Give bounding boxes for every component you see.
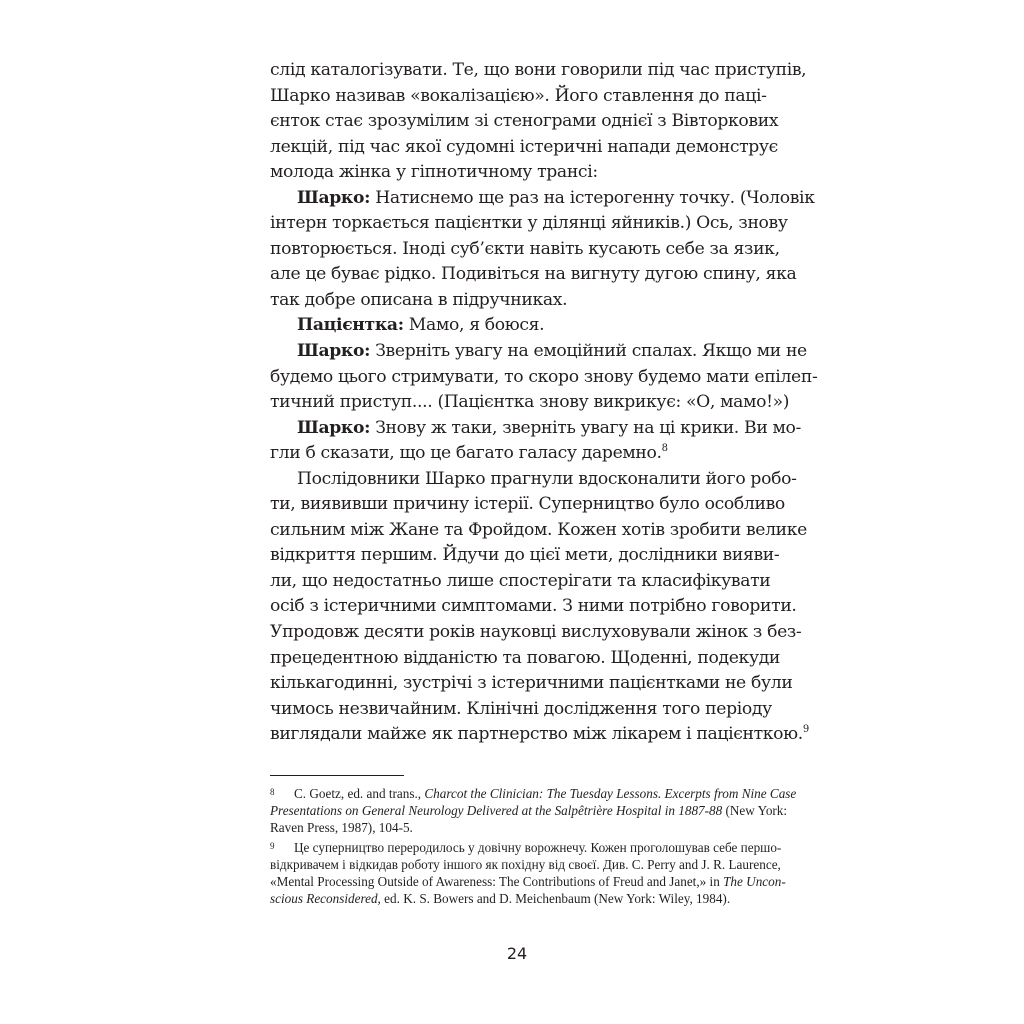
text-line xyxy=(270,594,797,620)
text-line xyxy=(270,313,764,339)
text-line xyxy=(270,237,780,263)
footnote-line xyxy=(270,784,797,802)
footnote-text: Charcot the Clinician: The Tuesday Lessons. Excerpts from Nine Case xyxy=(424,786,797,801)
speaker-label: Шарко: xyxy=(297,187,371,208)
speaker-label: Шарко: xyxy=(297,417,371,438)
text-line xyxy=(270,441,764,467)
text-line xyxy=(270,186,815,212)
line-text: чимось незвичайним. Клінічні дослідження того періоду xyxy=(270,698,772,719)
line-text: виглядали майже як партнерство між лікарем і пацієнткою. xyxy=(270,724,803,745)
line-text: ти, виявивши причину істерії. Суперництво було особливо xyxy=(270,494,785,515)
text-line xyxy=(270,84,767,110)
line-text: повторюється. Іноді суб’єкти навіть кусають себе за язик, xyxy=(270,238,780,259)
line-text: Послідовники Шарко прагнули вдосконалити його робо- xyxy=(297,468,797,489)
text-line xyxy=(270,160,764,186)
speaker-label: Шарко: xyxy=(297,341,371,362)
footnote xyxy=(270,838,786,908)
text-line xyxy=(270,416,802,442)
text-line xyxy=(270,646,781,672)
line-text: так добре описана в підручниках. xyxy=(270,289,568,310)
footnote-text: Raven Press, 1987), 104-5. xyxy=(270,820,413,836)
footnote xyxy=(270,784,797,837)
line-text: інтерн торкається пацієнтки у ділянці яйників.) Ось, знову xyxy=(270,213,788,234)
footnote-text: «Mental Processing Outside of Awareness: The Contributions of Freud and Janet,» in xyxy=(270,874,724,890)
line-text: Упродовж десяти років науковці вислуховували жінок з без- xyxy=(270,622,802,643)
text-line xyxy=(270,518,807,544)
line-text: відкриття першим. Йдучи до цієї мети, дослідники вияви- xyxy=(270,545,780,566)
footnote-text: відкривачем і відкидав роботу іншого як похідну від своєї. Див. C. Perry and J. R. Laurence, xyxy=(270,856,781,872)
text-line xyxy=(270,722,809,748)
body-text xyxy=(270,58,818,748)
footnote-text: The Uncon- xyxy=(723,874,786,890)
text-line xyxy=(270,262,797,288)
footnote-line xyxy=(270,819,764,836)
line-text: єнток стає зрозумілим зі стенограми однієї з Вівторкових xyxy=(270,111,779,132)
line-text: сильним між Жане та Фройдом. Кожен хотів зробити велике xyxy=(270,519,807,540)
line-text: Натиснемо ще раз на істерогенну точку. (Чоловік xyxy=(370,187,815,208)
footnote-divider xyxy=(270,775,404,776)
line-text: Мамо, я боюся. xyxy=(403,315,545,336)
line-text: але це буває рідко. Подивіться на вигнуту дугою спину, яка xyxy=(270,264,797,285)
text-line xyxy=(270,467,797,493)
text-line xyxy=(270,339,807,365)
text-line xyxy=(270,671,793,697)
line-text: кількагодинні, зустрічі з істеричними пацієнтками не були xyxy=(270,673,793,694)
text-line xyxy=(270,492,785,518)
text-line xyxy=(270,620,802,646)
text-line xyxy=(270,365,818,391)
text-line xyxy=(270,543,780,569)
footnote-line xyxy=(270,838,782,856)
line-text: прецедентною відданістю та повагою. Щоденні, подекуди xyxy=(270,647,781,668)
footnote-line xyxy=(270,890,764,907)
line-text: Шарко називав «вокалізацією». Його ставлення до паці- xyxy=(270,85,767,106)
footnote-line xyxy=(270,802,788,819)
footnote-ref: 9 xyxy=(802,724,809,736)
text-line xyxy=(270,135,778,161)
text-line xyxy=(270,288,764,314)
footnote-number: 9 xyxy=(270,840,275,851)
line-text: слід каталогізувати. Те, що вони говорили під час приступів, xyxy=(270,60,807,80)
text-line xyxy=(270,569,771,595)
line-text: осіб з істеричними симптомами. З ними потрібно говорити. xyxy=(270,596,797,617)
line-text: молода жінка у гіпнотичному трансі: xyxy=(270,162,598,183)
text-line xyxy=(270,211,788,237)
text-line xyxy=(270,109,779,135)
footnote-ref: 8 xyxy=(661,443,668,455)
footnote-line xyxy=(270,856,781,873)
text-line xyxy=(270,697,772,723)
footnote-text: scious Reconsidered, xyxy=(270,891,381,907)
page-number: 24 xyxy=(506,944,528,963)
line-text: гли б сказати, що це багато галасу даремно. xyxy=(270,443,662,464)
line-text: тичний приступ.... (Пацієнтка знову викрикує: «О, мамо!») xyxy=(270,392,790,413)
line-text: будемо цього стримувати, то скоро знову будемо мати епілеп- xyxy=(270,366,818,387)
text-line xyxy=(270,58,807,84)
line-text: ли, що недостатньо лише спостерігати та класифікувати xyxy=(270,570,771,591)
footnote-text: (New York: xyxy=(722,803,788,819)
footnote-text: Це суперництво переродилось у довічну ворожнечу. Кожен проголошував себе першо- xyxy=(294,839,782,855)
footnote-text: C. Goetz, ed. and trans., xyxy=(294,786,425,801)
footnote-number: 8 xyxy=(270,787,275,797)
line-text: лекцій, під час якої судомні істеричні напади демонструє xyxy=(270,136,778,157)
footnote-text: Presentations on General Neurology Delivered at the Salpêtrière Hospital in 1887-88 xyxy=(270,803,723,819)
text-line xyxy=(270,390,790,416)
footnotes xyxy=(270,784,797,908)
line-text: Знову ж таки, зверніть увагу на ці крики. Ви мо- xyxy=(370,417,802,438)
footnote-line xyxy=(270,873,786,890)
footnote-text: ed. K. S. Bowers and D. Meichenbaum (New York: Wiley, 1984). xyxy=(380,891,731,907)
line-text: Зверніть увагу на емоційний спалах. Якщо ми не xyxy=(370,341,807,362)
speaker-label: Пацієнтка: xyxy=(297,315,404,336)
